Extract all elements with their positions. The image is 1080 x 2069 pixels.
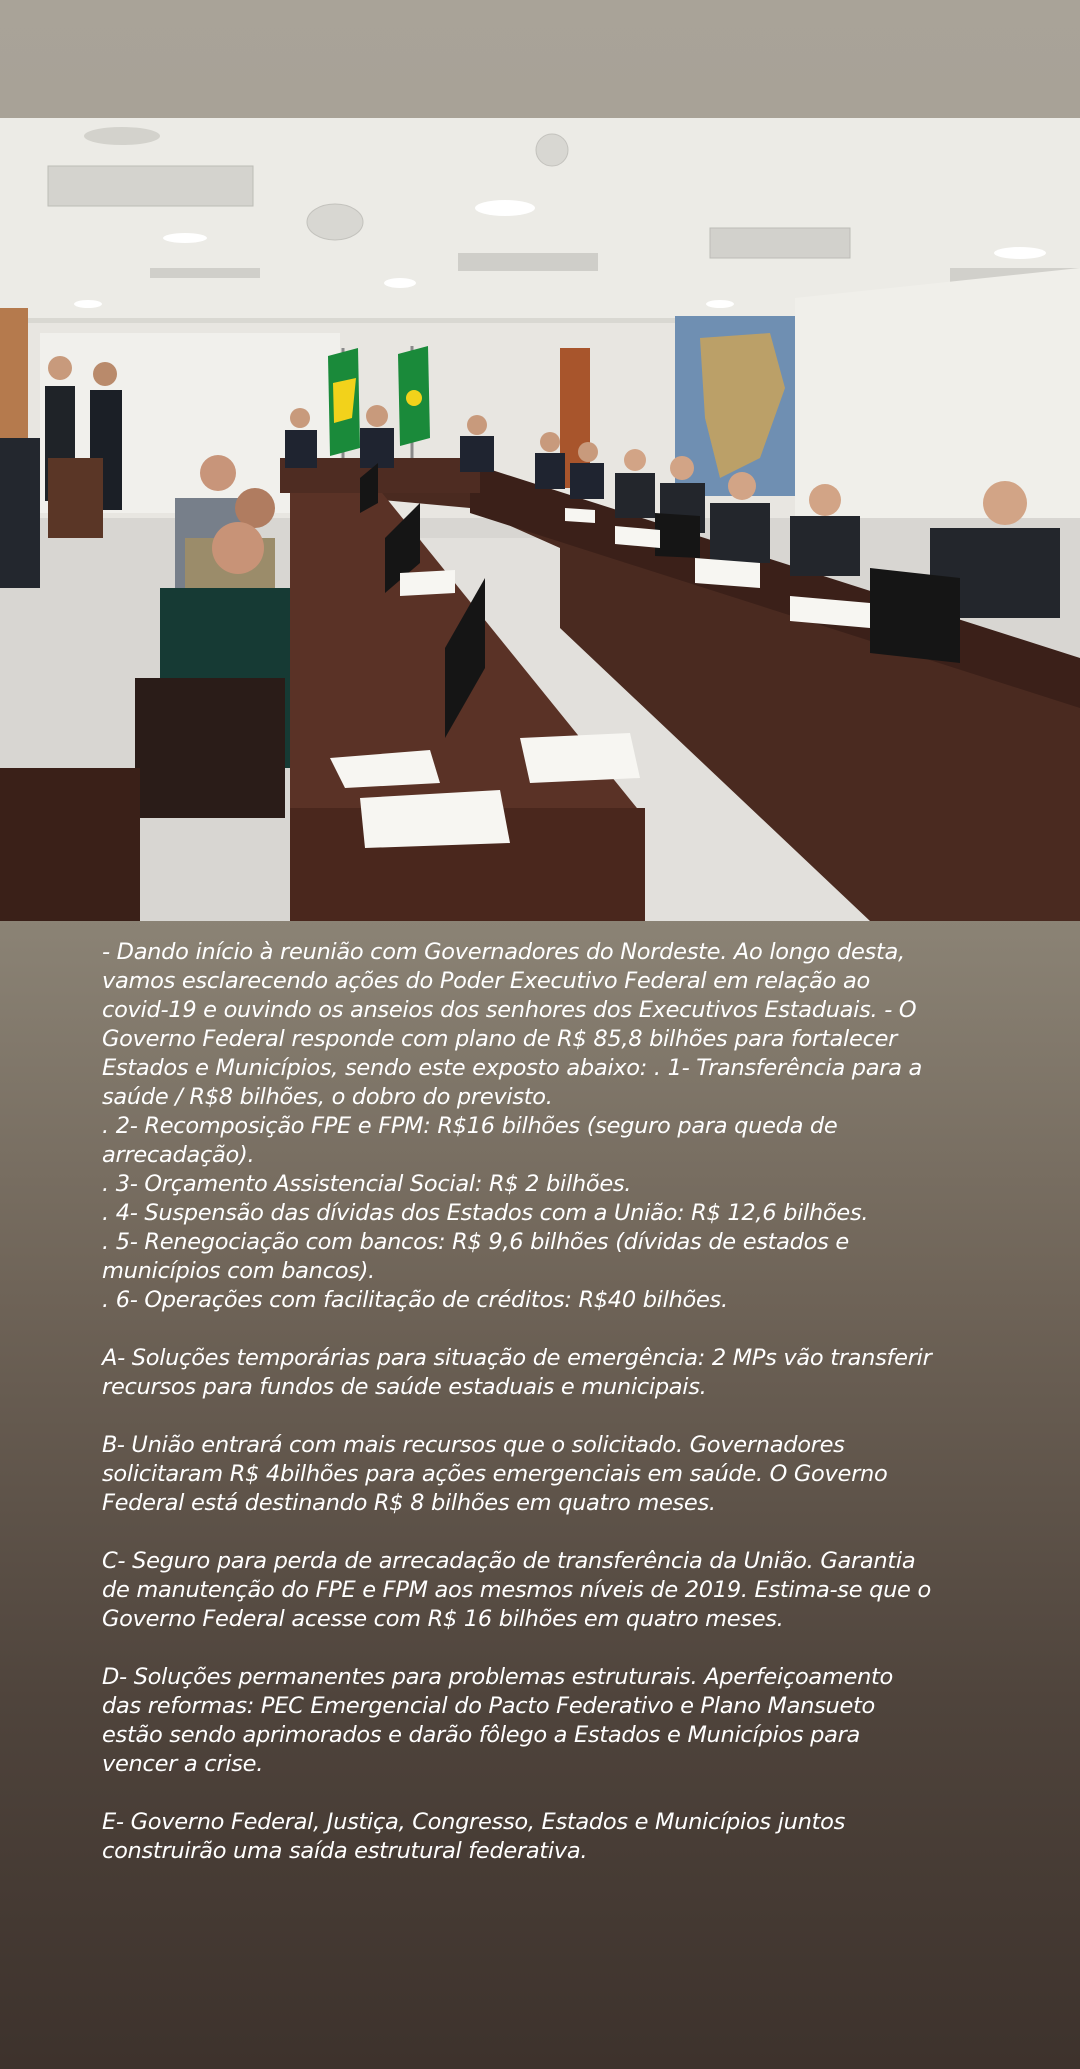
caption-line: estão sendo aprimorados e darão fôlego a Estados e Municípios para xyxy=(102,1722,861,1748)
caption-line: Estados e Municípios, sendo este exposto abaixo: . 1- Transferência para a xyxy=(102,1055,923,1081)
caption-line: vamos esclarecendo ações do Poder Executivo Federal em relação ao xyxy=(102,968,870,994)
caption-line xyxy=(102,1315,962,1344)
caption-line: solicitaram R$ 4bilhões para ações emergenciais em saúde. O Governo xyxy=(102,1461,888,1487)
caption-line: C- Seguro para perda de arrecadação de transferência da União. Garantia xyxy=(102,1548,916,1574)
caption-line: construirão uma saída estrutural federativa. xyxy=(102,1838,588,1864)
meeting-photo xyxy=(0,118,1080,921)
caption-line: . 2- Recomposição FPE e FPM: R$16 bilhões (seguro para queda de xyxy=(102,1113,838,1139)
caption-text xyxy=(102,938,962,1866)
caption-line: - Dando início à reunião com Governadores do Nordeste. Ao longo desta, xyxy=(102,939,905,965)
caption-line xyxy=(102,1518,962,1547)
caption-line xyxy=(102,1634,962,1663)
caption-line: . 5- Renegociação com bancos: R$ 9,6 bilhões (dívidas de estados e xyxy=(102,1229,849,1255)
caption-line: de manutenção do FPE e FPM aos mesmos níveis de 2019. Estima-se que o xyxy=(102,1577,931,1603)
caption-line: Federal está destinando R$ 8 bilhões em quatro meses. xyxy=(102,1490,716,1516)
caption-line: Governo Federal responde com plano de R$ 85,8 bilhões para fortalecer xyxy=(102,1026,898,1052)
caption-line: municípios com bancos). xyxy=(102,1258,375,1284)
caption-line: arrecadação). xyxy=(102,1142,255,1168)
caption-line: saúde / R$8 bilhões, o dobro do previsto. xyxy=(102,1084,553,1110)
caption-line: vencer a crise. xyxy=(102,1751,264,1777)
caption-line: covid-19 e ouvindo os anseios dos senhores dos Executivos Estaduais. - O xyxy=(102,997,917,1023)
caption-line: A- Soluções temporárias para situação de emergência: 2 MPs vão transferir xyxy=(102,1345,932,1371)
caption-line: . 6- Operações com facilitação de créditos: R$40 bilhões. xyxy=(102,1287,728,1313)
meeting-illustration xyxy=(0,118,1080,921)
caption-line: E- Governo Federal, Justiça, Congresso, Estados e Municípios juntos xyxy=(102,1809,845,1835)
caption-line: D- Soluções permanentes para problemas estruturais. Aperfeiçoamento xyxy=(102,1664,894,1690)
caption-line: Governo Federal acesse com R$ 16 bilhões em quatro meses. xyxy=(102,1606,784,1632)
caption-line: das reformas: PEC Emergencial do Pacto Federativo e Plano Mansueto xyxy=(102,1693,875,1719)
caption-line: B- União entrará com mais recursos que o solicitado. Governadores xyxy=(102,1432,845,1458)
caption-line: . 3- Orçamento Assistencial Social: R$ 2 bilhões. xyxy=(102,1171,632,1197)
caption-line xyxy=(102,1779,962,1808)
caption-line: . 4- Suspensão das dívidas dos Estados com a União: R$ 12,6 bilhões. xyxy=(102,1200,869,1226)
caption-line xyxy=(102,1402,962,1431)
caption-line: recursos para fundos de saúde estaduais e municipais. xyxy=(102,1374,707,1400)
